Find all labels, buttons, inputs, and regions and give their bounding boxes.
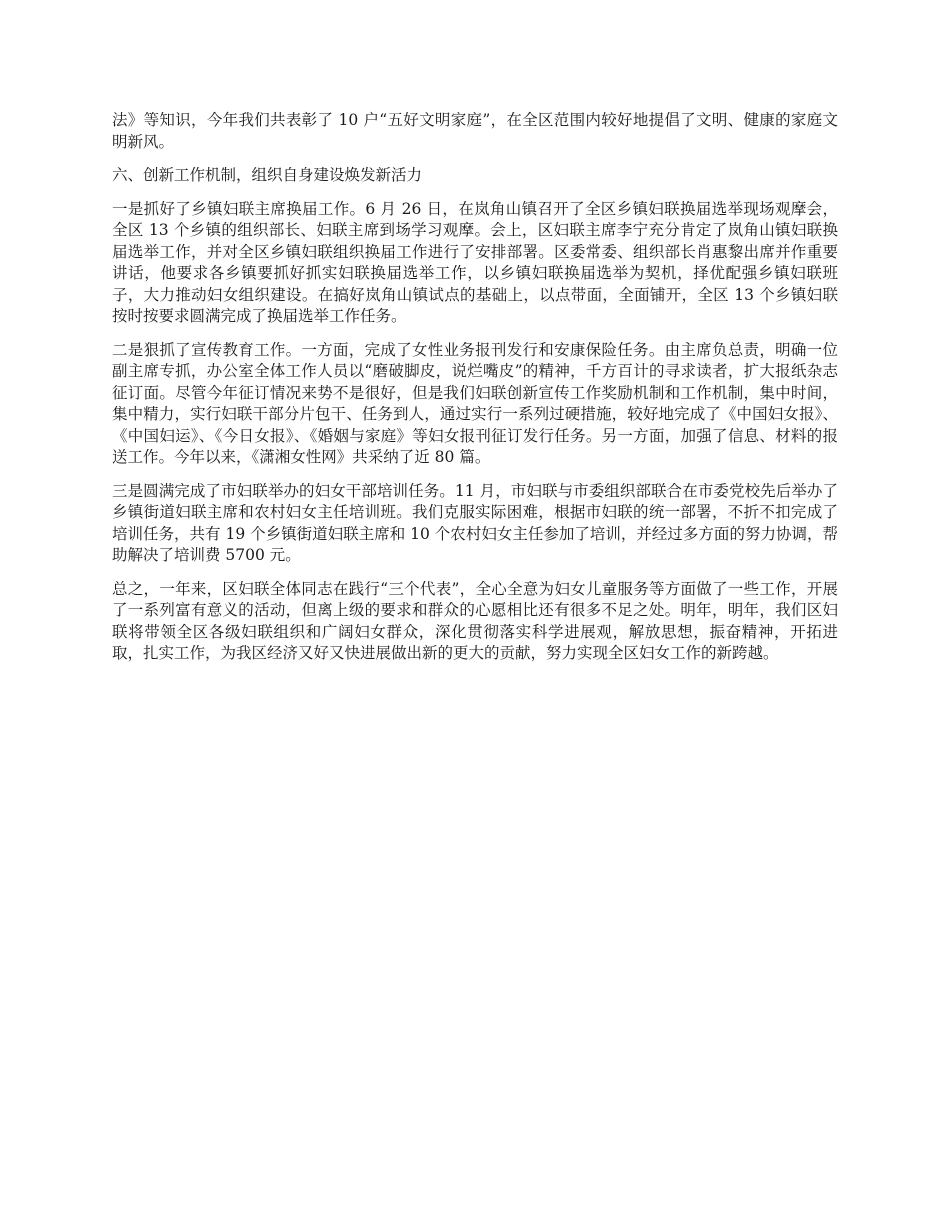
document-body [112,110,838,677]
paragraph-publicity-work: 二是狠抓了宣传教育工作。一方面，完成了女性业务报刊发行和安康保险任务。由主席负总责，明确一位副主席专抓，办公室全体工作人员以“磨破脚皮，说烂嘴皮”的精神，千方百计的寻求读者，扩大报纸杂志征订面。尽管今年征订情况来势不是很好，但是我们妇联创新宣传工作奖励机制和工作机制，集中时间，集中精力，实行妇联干部分片包干、任务到人，通过实行一系列过硬措施，较好地完成了《中国妇女报》、《中国妇运》、《今日女报》、《婚姻与家庭》等妇女报刊征订发行任务。另一方面，加强了信息、材料的报送工作。今年以来，《潇湘女性网》共采纳了近 80 篇。 [112,340,838,466]
paragraph-summary: 总之，一年来，区妇联全体同志在践行“三个代表”，全心全意为妇女儿童服务等方面做了一些工作，开展了一系列富有意义的活动，但离上级的要求和群众的心愿相比还有很多不足之处。明年，明年，我们区妇联将带领全区各级妇联组织和广阔妇女群众，深化贯彻落实科学进展观，解放思想，振奋精神，开拓进取，扎实工作，为我区经济又好又快进展做出新的更大的贡献，努力实现全区妇女工作的新跨越。 [112,579,838,662]
paragraph-training-work: 三是圆满完成了市妇联举办的妇女干部培训任务。11 月，市妇联与市委组织部联合在市委党校先后举办了乡镇街道妇联主席和农村妇女主任培训班。我们克服实际困难，根据市妇联的统一部署，不折不扣完成了培训任务，共有 19 个乡镇街道妇联主席和 10 个农村妇女主任参加了培训，并经过多方面的努力协调，帮助解决了培训费 5700 元。 [112,481,838,564]
paragraph-election-work: 一是抓好了乡镇妇联主席换届工作。6 月 26 日，在岚角山镇召开了全区乡镇妇联换届选举现场观摩会，全区 13 个乡镇的组织部长、妇联主席到场学习观摩。会上，区妇联主席李宁充分肯定了岚角山镇妇联换届选举工作，并对全区乡镇妇联组织换届工作进行了安排部署。区委常委、组织部长肖惠黎出席并作重要讲话，他要求各乡镇要抓好抓实妇联换届选举工作，以乡镇妇联换届选举为契机，择优配强乡镇妇联班子，大力推动妇女组织建设。在搞好岚角山镇试点的基础上，以点带面，全面铺开，全区 13 个乡镇妇联按时按要求圆满完成了换届选举工作任务。 [112,199,838,325]
section-heading-six: 六、创新工作机制，组织自身建设焕发新活力 [112,166,423,184]
paragraph-family-civilization: 法》等知识，今年我们共表彰了 10 户“五好文明家庭”，在全区范围内较好地提倡了文明、健康的家庭文明新风。 [112,111,838,151]
